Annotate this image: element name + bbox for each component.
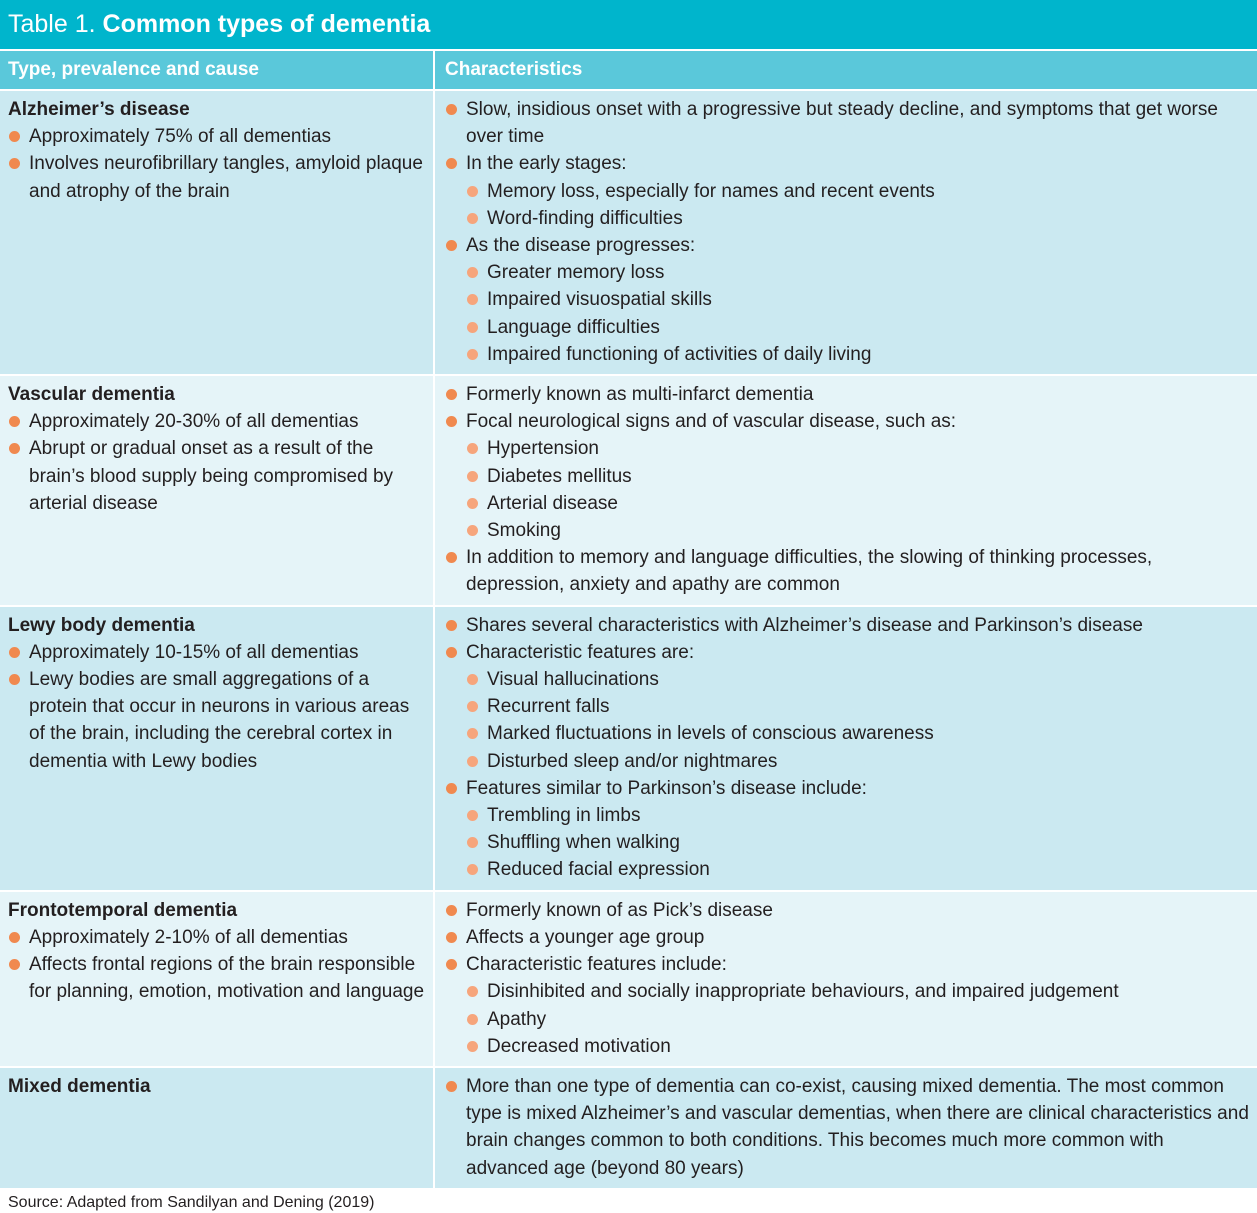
sub-list-item-text: Reduced facial expression xyxy=(487,859,710,881)
list-item-text: In addition to memory and language difficulties, the slowing of thinking processes, depression, anxiety and apathy are common xyxy=(466,547,1153,596)
list-item-text: More than one type of dementia can co-exist, causing mixed dementia. The most common type is mixed Alzheimer’s and vascular dementias, when there are clinical characteristics and brain changes common to both conditions. This becomes much more common with advanced age (beyond 80 years) xyxy=(466,1075,1249,1179)
sub-bullet-icon xyxy=(467,267,478,278)
list-item-text: As the disease progresses: xyxy=(466,235,696,257)
bullet-icon xyxy=(446,104,457,115)
prevalence-list xyxy=(8,408,425,517)
sub-list-item-text: Word-finding difficulties xyxy=(487,207,683,229)
dementia-type-name: Alzheimer’s disease xyxy=(8,99,190,120)
bullet-icon xyxy=(446,240,457,251)
table-row xyxy=(0,891,1257,1067)
table-row xyxy=(0,1067,1257,1189)
list-item-text: Shares several characteristics with Alzheimer’s disease and Parkinson’s disease xyxy=(466,614,1143,636)
bullet-icon xyxy=(446,647,457,658)
sub-bullet-icon xyxy=(467,294,478,305)
sub-list-item-text: Recurrent falls xyxy=(487,696,610,718)
list-item-text: Affects frontal regions of the brain responsible for planning, emotion, motivation and language xyxy=(29,954,425,1003)
list-item-text: Approximately 20-30% of all dementias xyxy=(29,411,359,433)
list-item-text: Characteristic features include: xyxy=(466,954,727,976)
bullet-icon xyxy=(446,620,457,631)
sub-list xyxy=(445,435,1249,544)
sub-list-item xyxy=(466,259,1249,286)
sub-list-item-text: Greater memory loss xyxy=(487,262,665,284)
sub-list-item-text: Language difficulties xyxy=(487,316,660,338)
characteristics-cell xyxy=(434,891,1257,1067)
sub-list-item xyxy=(466,490,1249,517)
list-item-text: Formerly known of as Pick’s disease xyxy=(466,899,773,921)
sub-list-item-text: Impaired functioning of activities of daily living xyxy=(487,343,872,365)
header-characteristics: Characteristics xyxy=(434,50,1257,90)
sub-bullet-icon xyxy=(467,986,478,997)
list-item xyxy=(445,381,1249,408)
bullet-icon xyxy=(9,647,20,658)
bullet-icon xyxy=(446,959,457,970)
sub-list-item xyxy=(466,720,1249,747)
list-item-text: Formerly known as multi-infarct dementia xyxy=(466,384,814,406)
prevalence-list xyxy=(8,924,425,1006)
sub-list-item-text: Arterial disease xyxy=(487,492,618,514)
dementia-type-name: Lewy body dementia xyxy=(8,614,195,636)
sub-bullet-icon xyxy=(467,864,478,875)
table-title-text: Common types of dementia xyxy=(102,10,431,38)
sub-list-item xyxy=(466,856,1249,883)
sub-bullet-icon xyxy=(467,756,478,767)
list-item-text: Affects a younger age group xyxy=(466,926,705,948)
sub-list-item xyxy=(466,693,1249,720)
list-item-text: Slow, insidious onset with a progressive but steady decline, and symptoms that get worse over time xyxy=(466,99,1218,148)
list-item xyxy=(8,666,425,775)
sub-bullet-icon xyxy=(467,810,478,821)
list-item xyxy=(445,639,1249,666)
list-item xyxy=(445,544,1249,598)
bullet-icon xyxy=(446,389,457,400)
sub-list-item xyxy=(466,748,1249,775)
sub-list-item xyxy=(466,1006,1249,1033)
sub-list xyxy=(445,802,1249,884)
list-item xyxy=(8,408,425,435)
bullet-icon xyxy=(446,158,457,169)
list-item xyxy=(445,924,1249,951)
dementia-types-table xyxy=(0,49,1257,1190)
list-item xyxy=(445,612,1249,639)
list-item-text: Involves neurofibrillary tangles, amyloid plaque and atrophy of the brain xyxy=(29,153,423,202)
bullet-icon xyxy=(9,932,20,943)
sub-list-item-text: Shuffling when walking xyxy=(487,832,680,854)
list-item-text: Abrupt or gradual onset as a result of the brain’s blood supply being compromised by arterial disease xyxy=(29,438,394,514)
type-cell xyxy=(0,90,434,375)
sub-bullet-icon xyxy=(467,349,478,360)
list-item xyxy=(445,951,1249,978)
table-row xyxy=(0,375,1257,606)
sub-list-item-text: Impaired visuospatial skills xyxy=(487,289,712,311)
list-item xyxy=(445,96,1249,150)
table-row xyxy=(0,90,1257,375)
sub-bullet-icon xyxy=(467,701,478,712)
sub-list-item xyxy=(466,802,1249,829)
sub-list-item xyxy=(466,978,1249,1005)
type-cell xyxy=(0,375,434,606)
characteristics-list xyxy=(445,381,1249,599)
sub-bullet-icon xyxy=(467,213,478,224)
bullet-icon xyxy=(9,674,20,685)
sub-bullet-icon xyxy=(467,443,478,454)
bullet-icon xyxy=(446,552,457,563)
sub-list-item xyxy=(466,178,1249,205)
bullet-icon xyxy=(9,959,20,970)
table-row xyxy=(0,606,1257,891)
dementia-type-name: Frontotemporal dementia xyxy=(8,899,238,921)
sub-list-item xyxy=(466,205,1249,232)
sub-list xyxy=(445,178,1249,232)
sub-bullet-icon xyxy=(467,837,478,848)
dementia-type-name: Vascular dementia xyxy=(8,384,175,406)
bullet-icon xyxy=(446,905,457,916)
list-item xyxy=(8,639,425,666)
sub-list-item xyxy=(466,463,1249,490)
sub-list-item xyxy=(466,666,1249,693)
type-cell xyxy=(0,1067,434,1189)
bullet-icon xyxy=(9,443,20,454)
characteristics-list xyxy=(445,612,1249,884)
list-item xyxy=(445,775,1249,802)
list-item-text: Approximately 2-10% of all dementias xyxy=(29,926,348,948)
sub-bullet-icon xyxy=(467,728,478,739)
characteristics-cell xyxy=(434,1067,1257,1189)
list-item xyxy=(8,924,425,951)
list-item-text: Focal neurological signs and of vascular disease, such as: xyxy=(466,411,957,433)
list-item xyxy=(8,150,425,204)
sub-list-item-text: Trembling in limbs xyxy=(487,805,641,827)
list-item-text: Approximately 75% of all dementias xyxy=(29,126,332,148)
list-item xyxy=(445,150,1249,177)
header-type: Type, prevalence and cause xyxy=(0,50,434,90)
characteristics-cell xyxy=(434,90,1257,375)
sub-list-item xyxy=(466,517,1249,544)
list-item xyxy=(445,232,1249,259)
bullet-icon xyxy=(446,416,457,427)
list-item-text: Lewy bodies are small aggregations of a protein that occur in neurons in various areas of the brain, including the cerebral cortex in dementia with Lewy bodies xyxy=(29,669,410,772)
sub-list-item-text: Smoking xyxy=(487,520,561,542)
sub-list-item-text: Hypertension xyxy=(487,438,599,460)
characteristics-cell xyxy=(434,606,1257,891)
sub-list-item xyxy=(466,829,1249,856)
sub-list-item-text: Memory loss, especially for names and recent events xyxy=(487,180,935,202)
list-item xyxy=(8,951,425,1005)
sub-bullet-icon xyxy=(467,525,478,536)
source-note: Source: Adapted from Sandilyan and Dening (2019) xyxy=(8,1193,375,1211)
sub-bullet-icon xyxy=(467,1041,478,1052)
bullet-icon xyxy=(446,783,457,794)
sub-bullet-icon xyxy=(467,471,478,482)
table-title xyxy=(0,0,1257,49)
sub-list xyxy=(445,666,1249,775)
list-item-text: Characteristic features are: xyxy=(466,641,695,663)
sub-list-item xyxy=(466,435,1249,462)
bullet-icon xyxy=(9,416,20,427)
sub-list-item xyxy=(466,286,1249,313)
bullet-icon xyxy=(9,158,20,169)
header-row xyxy=(0,50,1257,90)
sub-list xyxy=(445,978,1249,1060)
sub-list-item-text: Apathy xyxy=(487,1008,547,1030)
list-item-text: Features similar to Parkinson’s disease include: xyxy=(466,777,867,799)
list-item xyxy=(8,123,425,150)
list-item xyxy=(445,408,1249,435)
bullet-icon xyxy=(9,131,20,142)
sub-list-item-text: Diabetes mellitus xyxy=(487,465,632,487)
characteristics-cell xyxy=(434,375,1257,606)
sub-list-item-text: Disinhibited and socially inappropriate behaviours, and impaired judgement xyxy=(487,981,1119,1003)
sub-bullet-icon xyxy=(467,674,478,685)
sub-list-item-text: Decreased motivation xyxy=(487,1035,671,1057)
type-cell xyxy=(0,891,434,1067)
list-item-text: Approximately 10-15% of all dementias xyxy=(29,641,359,663)
table-number: Table 1. xyxy=(8,10,103,38)
characteristics-list xyxy=(445,897,1249,1060)
bullet-icon xyxy=(446,932,457,943)
bullet-icon xyxy=(446,1081,457,1092)
list-item-text: In the early stages: xyxy=(466,153,627,175)
characteristics-list xyxy=(445,96,1249,368)
sub-list-item xyxy=(466,1033,1249,1060)
sub-list-item xyxy=(466,314,1249,341)
sub-bullet-icon xyxy=(467,186,478,197)
sub-list-item-text: Visual hallucinations xyxy=(487,669,659,691)
sub-list-item-text: Disturbed sleep and/or nightmares xyxy=(487,750,778,772)
prevalence-list xyxy=(8,639,425,775)
sub-bullet-icon xyxy=(467,1014,478,1025)
sub-list xyxy=(445,259,1249,368)
list-item xyxy=(445,897,1249,924)
sub-bullet-icon xyxy=(467,322,478,333)
prevalence-list xyxy=(8,123,425,205)
sub-list-item-text: Marked fluctuations in levels of conscious awareness xyxy=(487,723,934,745)
list-item xyxy=(445,1073,1249,1182)
type-cell xyxy=(0,606,434,891)
dementia-type-name: Mixed dementia xyxy=(8,1075,151,1097)
characteristics-list xyxy=(445,1073,1249,1182)
sub-list-item xyxy=(466,341,1249,368)
sub-bullet-icon xyxy=(467,498,478,509)
list-item xyxy=(8,435,425,517)
